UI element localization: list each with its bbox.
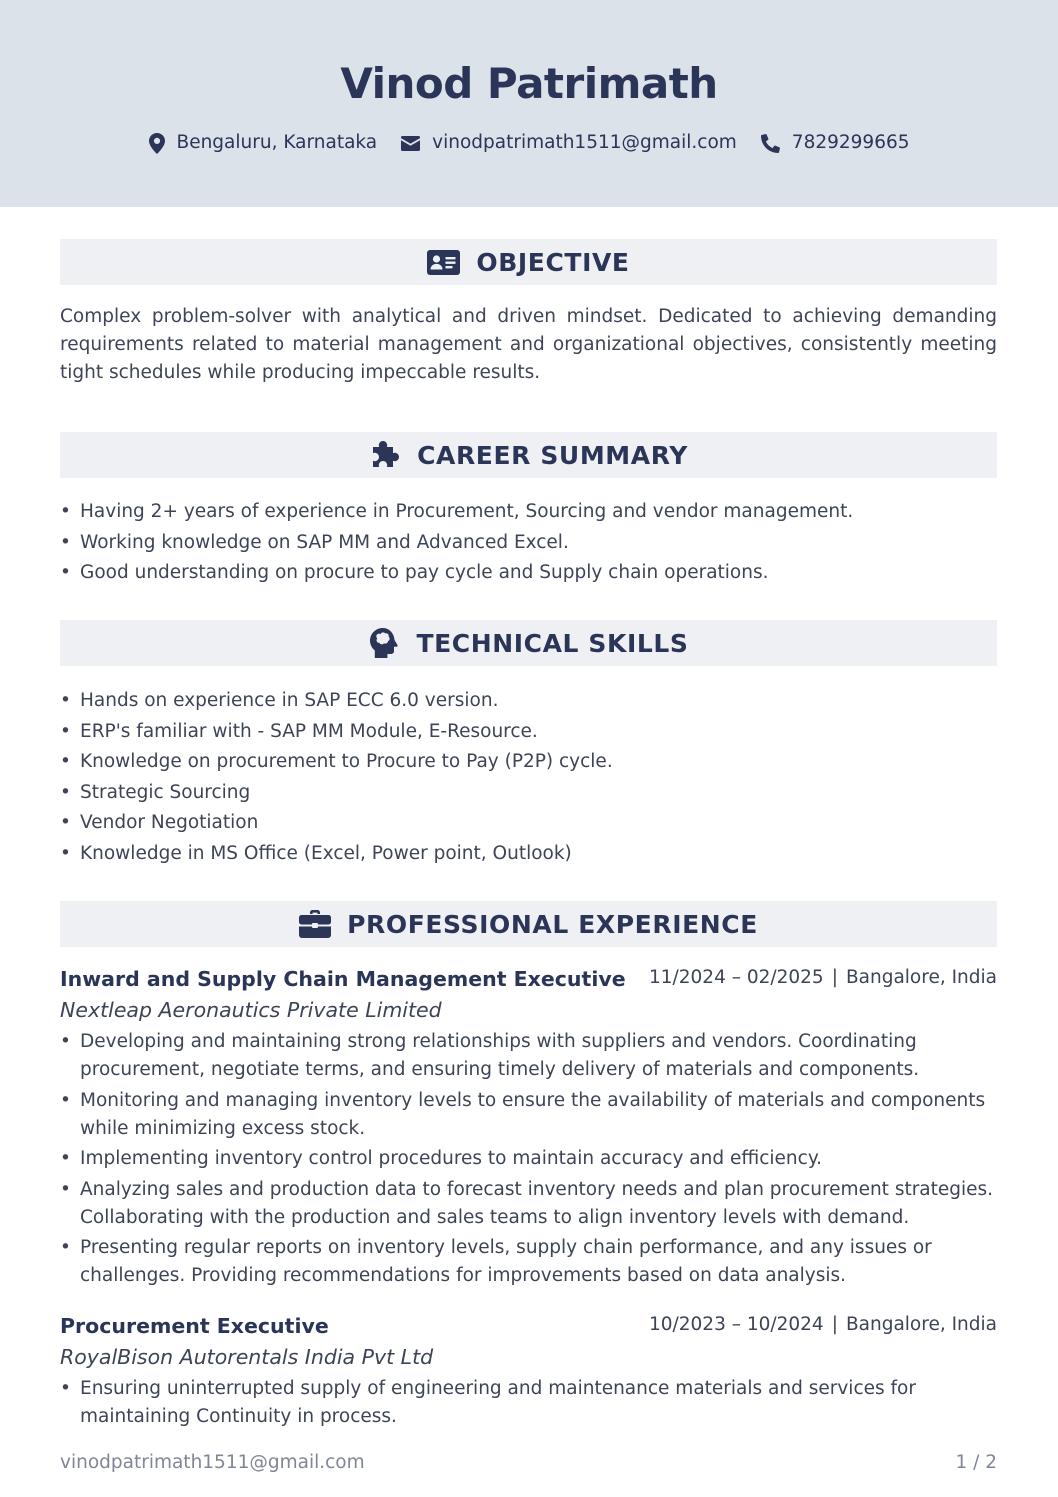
technical-skills-list	[60, 686, 1005, 869]
job-dates: 11/2024 – 02/2025	[648, 967, 824, 988]
list-item: • Strategic Sourcing	[60, 778, 1005, 809]
map-pin-icon	[149, 133, 165, 154]
section-career-summary-header	[60, 432, 997, 478]
job-location: Bangalore, India	[845, 1314, 997, 1335]
job-location: Bangalore, India	[845, 967, 997, 988]
phone-number[interactable]: 7829299665	[791, 132, 910, 153]
list-item: • Presenting regular reports on inventory levels, supply chain performance, and any issues or challenges. Providing recommendations for improvements based on data analysis.	[60, 1234, 1005, 1290]
location-text: Bengaluru, Karnataka	[176, 132, 378, 153]
list-item: • Analyzing sales and production data to forecast inventory needs and plan procurement strategies. Collaborating with the production and sales teams to align inventory levels with demand.	[60, 1176, 1005, 1232]
company-name: RoyalBison Autorentals India Pvt Ltd	[60, 1345, 434, 1369]
list-item: • Hands on experience in SAP ECC 6.0 version.	[60, 686, 1005, 717]
section-experience-header	[60, 901, 997, 947]
meta-separator: |	[831, 967, 838, 988]
list-item: • Implementing inventory control procedures to maintain accuracy and efficiency.	[60, 1145, 1005, 1173]
list-item: • Good understanding on procure to pay cycle and Supply chain operations.	[60, 558, 1005, 589]
section-title: TECHNICAL SKILLS	[416, 628, 689, 658]
list-item: • Working knowledge on SAP MM and Advanced Excel.	[60, 528, 1005, 559]
section-technical-skills-header	[60, 620, 997, 666]
objective-text: Complex problem-solver with analytical and driven mindset. Dedicated to achieving demanding requirements related to material management and organizational objectives, consistently meeting tight schedules while producing impeccable results.	[60, 306, 997, 383]
envelope-icon	[401, 136, 420, 151]
section-title: PROFESSIONAL EXPERIENCE	[347, 909, 758, 939]
footer-email: vinodpatrimath1511@gmail.com	[60, 1452, 365, 1473]
contact-row	[0, 130, 1058, 156]
candidate-name: Vinod Patrimath	[340, 59, 718, 108]
list-item: • Developing and maintaining strong relationships with suppliers and vendors. Coordinating procurement, negotiate terms, and ensuring timely delivery of materials and components.	[60, 1028, 1005, 1084]
list-item: • Vendor Negotiation	[60, 808, 1005, 839]
job-meta	[649, 1314, 997, 1335]
contact-phone[interactable]	[761, 130, 910, 156]
head-brain-icon	[368, 627, 400, 659]
contact-email[interactable]	[401, 130, 737, 156]
section-title: CAREER SUMMARY	[417, 440, 688, 470]
id-card-icon	[427, 250, 460, 275]
phone-icon	[761, 134, 780, 153]
list-item: • Knowledge in MS Office (Excel, Power point, Outlook)	[60, 839, 1005, 870]
career-summary-list	[60, 497, 1005, 589]
job-duties-list	[60, 1375, 1005, 1434]
briefcase-icon	[299, 910, 331, 938]
contact-location	[149, 130, 378, 156]
page-number: 1 / 2	[955, 1452, 997, 1473]
list-item: • Ensuring uninterrupted supply of engineering and maintenance materials and services for maintaining Continuity in process.	[60, 1375, 1005, 1431]
list-item: • ERP's familiar with - SAP MM Module, E-Resource.	[60, 717, 1005, 748]
company-name: Nextleap Aeronautics Private Limited	[60, 998, 442, 1022]
section-objective-header	[60, 239, 997, 285]
job-duties-list	[60, 1028, 1005, 1293]
meta-separator: |	[831, 1314, 838, 1335]
job-title: Inward and Supply Chain Management Executive	[60, 967, 626, 991]
section-title: OBJECTIVE	[476, 247, 630, 277]
job-meta	[649, 967, 997, 988]
header-banner	[0, 0, 1058, 207]
email-link[interactable]: vinodpatrimath1511@gmail.com	[432, 132, 737, 153]
job-dates: 10/2023 – 10/2024	[648, 1314, 824, 1335]
puzzle-icon	[369, 439, 401, 471]
job-title: Procurement Executive	[60, 1314, 329, 1338]
list-item: • Monitoring and managing inventory levels to ensure the availability of materials and components while minimizing excess stock.	[60, 1087, 1005, 1143]
list-item: • Knowledge on procurement to Procure to Pay (P2P) cycle.	[60, 747, 1005, 778]
list-item: • Having 2+ years of experience in Procurement, Sourcing and vendor management.	[60, 497, 1005, 528]
